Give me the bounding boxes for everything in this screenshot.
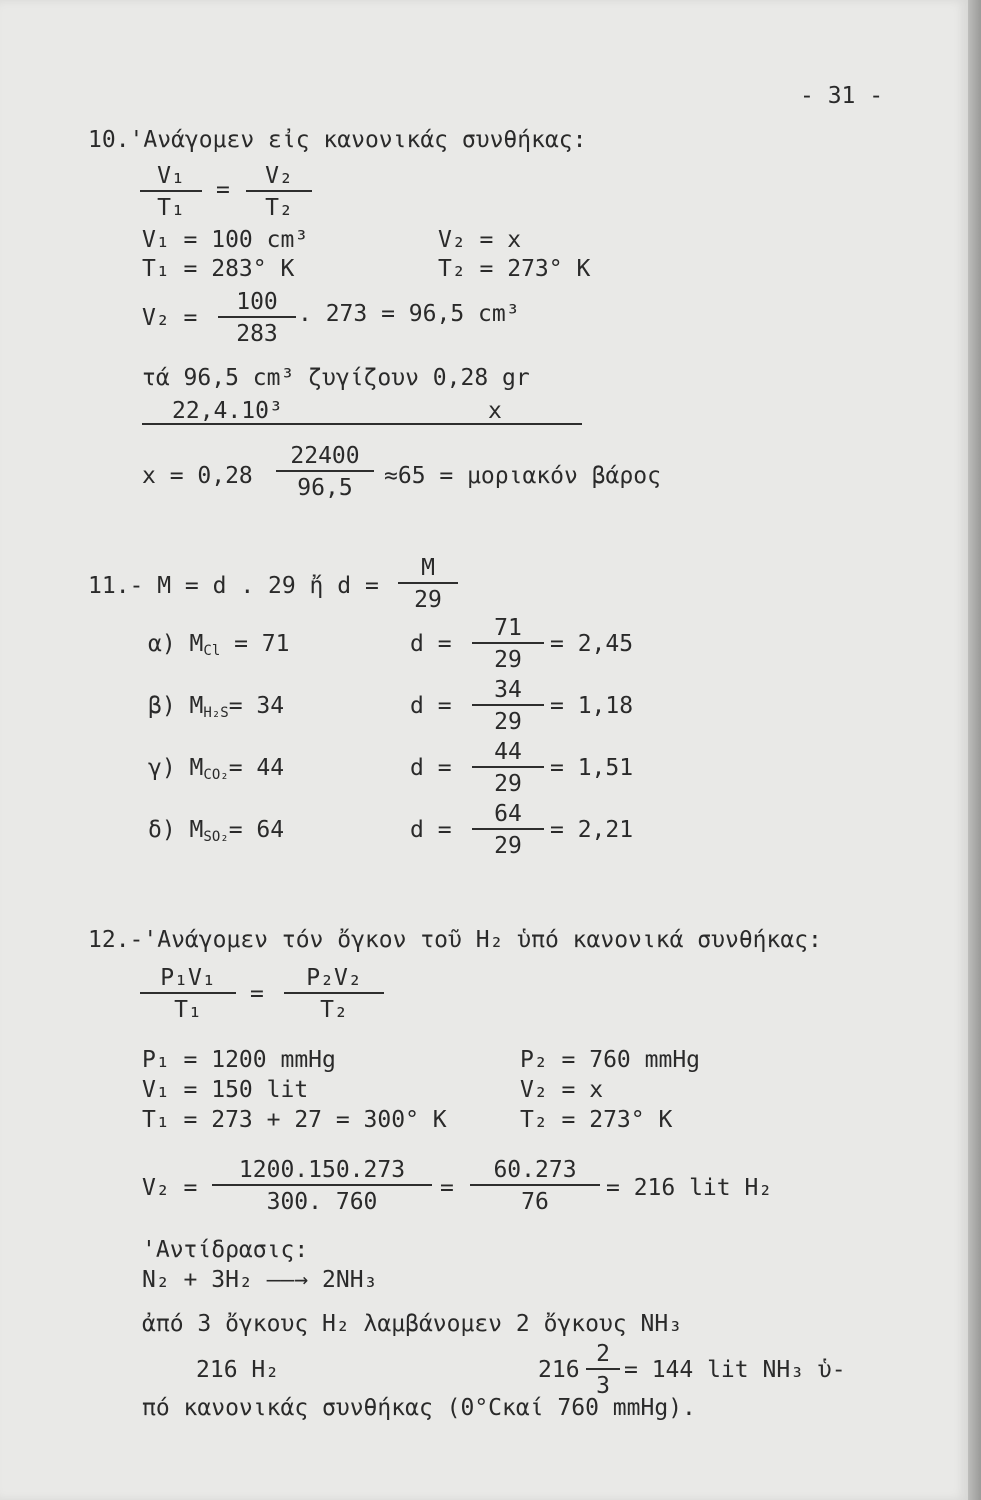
denominator: T₁: [140, 992, 236, 1024]
denominator: 29: [472, 704, 544, 736]
row-fraction: [472, 676, 544, 736]
numerator: 64: [494, 801, 522, 827]
numerator: 100: [236, 289, 278, 315]
formula-v1-t1: [140, 162, 202, 222]
reaction-equation: N₂ + 3H₂ ——→ 2NH₃: [142, 1267, 378, 1293]
x-calc-fraction: [276, 442, 374, 502]
numerator: 34: [494, 677, 522, 703]
v2-calc-left: V₂ =: [142, 305, 198, 331]
numerator: 60.273: [493, 1157, 577, 1183]
numerator: V₁: [157, 163, 185, 189]
v2-calc-fraction: [218, 288, 296, 348]
molecular-weight-result: ≈65 = μοριακόν βάρος: [384, 463, 661, 489]
numerator: 44: [494, 739, 522, 765]
denominator: 96,5: [276, 470, 374, 502]
final-line: πό κανονικάς συνθήκας (0°Cκαί 760 mmHg).: [142, 1395, 696, 1421]
numerator: 2: [596, 1341, 610, 1367]
v2-calc-left: V₂ =: [142, 1175, 198, 1201]
row-fraction: [472, 800, 544, 860]
row-result: = 2,21: [550, 817, 634, 843]
row-label: γ) $M_{CO_2}= 44$: [148, 755, 285, 783]
proportion-left: 22,4.10³: [172, 398, 283, 424]
denominator: 3: [586, 1368, 620, 1400]
numerator: 22400: [290, 443, 360, 469]
row-label: α) $M_{Cl} = 71$: [148, 631, 290, 659]
formula-p1v1-t1: [140, 964, 236, 1024]
row-d: d =: [410, 755, 452, 781]
row-result: = 1,51: [550, 755, 634, 781]
x-calc-left: x = 0,28: [142, 463, 253, 489]
v2-calc-result: = 216 lit H₂: [606, 1175, 773, 1201]
numerator: 1200.150.273: [238, 1157, 406, 1183]
denominator: T₁: [140, 190, 202, 222]
v2-calc-right: . 273 = 96,5 cm³: [298, 301, 520, 327]
last-line-fraction: [586, 1340, 620, 1400]
row-label: β) $M_{H_2S}= 34$: [148, 693, 285, 721]
last-line-result: = 144 lit NH₃ ὑ-: [624, 1357, 846, 1383]
denominator: 76: [470, 1184, 600, 1216]
problem-11-heading: 11.- M = d . 29 ἤ d =: [88, 573, 379, 599]
formula-p2v2-t2: [284, 964, 384, 1024]
row-label: δ) $M_{SO_2}= 64$: [148, 817, 285, 845]
page-edge: [968, 0, 981, 1500]
proportion-right: x: [488, 398, 502, 424]
t1-value: T₁ = 273 + 27 = 300° K: [142, 1107, 447, 1133]
t1-value: T₁ = 283° K: [142, 256, 295, 282]
last-line-mid: 216: [538, 1357, 580, 1383]
equals-sign: =: [216, 177, 230, 203]
v2-calc-fraction-2: [470, 1156, 600, 1216]
last-line-left: 216 H₂: [196, 1357, 280, 1383]
row-d: d =: [410, 693, 452, 719]
row-d: d =: [410, 631, 452, 657]
row-result: = 2,45: [550, 631, 634, 657]
numerator: 71: [494, 615, 522, 641]
v2-value: V₂ = x: [520, 1077, 604, 1103]
p1-value: P₁ = 1200 mmHg: [142, 1047, 336, 1073]
v2-value: V₂ = x: [438, 227, 522, 253]
formula-v2-t2: [246, 162, 312, 222]
numerator: V₂: [265, 163, 293, 189]
equals-sign: =: [440, 1175, 454, 1201]
problem-11-fraction: [398, 554, 458, 614]
denominator: 29: [472, 642, 544, 674]
row-d: d =: [410, 817, 452, 843]
v1-value: V₁ = 150 lit: [142, 1077, 309, 1103]
row-fraction: [472, 614, 544, 674]
denominator: 29: [472, 828, 544, 860]
denominator: 29: [472, 766, 544, 798]
numerator: M: [421, 555, 435, 581]
proportion-rule: [142, 423, 582, 425]
denominator: T₂: [246, 190, 312, 222]
numerator: P₂V₂: [306, 965, 362, 991]
row-fraction: [472, 738, 544, 798]
t2-value: T₂ = 273° K: [438, 256, 591, 282]
problem-12-heading: 12.-'Ανάγομεν τόν ὄγκον τοῦ H₂ ὑπό κανονικά συνθήκας:: [88, 927, 822, 953]
reaction-title: 'Αντίδρασις:: [142, 1237, 309, 1263]
denominator: T₂: [284, 992, 384, 1024]
p2-value: P₂ = 760 mmHg: [520, 1047, 701, 1073]
denominator: 29: [398, 582, 458, 614]
weigh-line: τά 96,5 cm³ ζυγίζουν 0,28 gr: [142, 365, 530, 391]
row-result: = 1,18: [550, 693, 634, 719]
numerator: P₁V₁: [160, 965, 216, 991]
page-number: - 31 -: [800, 83, 884, 109]
t2-value: T₂ = 273° K: [520, 1107, 673, 1133]
denominator: 283: [218, 316, 296, 348]
ratio-line: ἀπό 3 ὄγκους H₂ λαμβάνομεν 2 ὄγκους NH₃: [142, 1311, 683, 1337]
v2-calc-fraction-1: [212, 1156, 432, 1216]
problem-10-heading: 10.'Ανάγομεν εἰς κανονικάς συνθήκας:: [88, 127, 587, 153]
denominator: 300. 760: [212, 1184, 432, 1216]
v1-value: V₁ = 100 cm³: [142, 227, 309, 253]
equals-sign: =: [250, 981, 264, 1007]
